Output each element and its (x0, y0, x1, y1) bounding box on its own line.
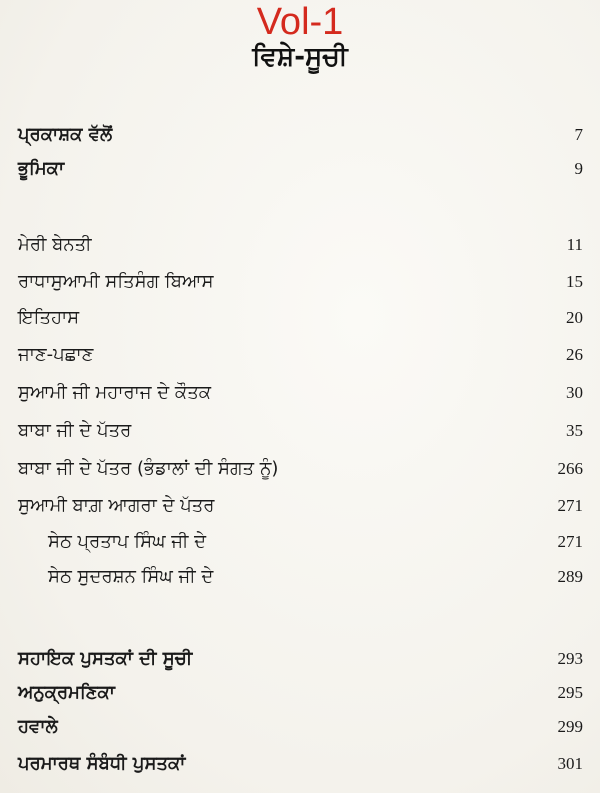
toc-entry-page: 289 (557, 567, 583, 586)
toc-entry-page: 15 (566, 272, 583, 291)
toc-entry-label: ਬਾਬਾ ਜੀ ਦੇ ਪੱਤਰ (ਭੰਡਾਲਾਂ ਦੀ ਸੰਗਤ ਨੂੰ) (18, 458, 279, 479)
toc-entry[interactable] (0, 679, 600, 707)
toc-entry-page: 20 (566, 308, 583, 327)
toc-entry-page: 295 (557, 683, 583, 702)
toc-entry-label: ਇਤਿਹਾਸ (18, 307, 80, 328)
toc-entry-page: 35 (566, 421, 583, 440)
toc-entry-label: ਅਨੁਕ੍ਰਮਣਿਕਾ (18, 682, 115, 703)
toc-entry[interactable] (0, 379, 600, 407)
toc-entry[interactable] (0, 155, 600, 183)
toc-entry-page: 11 (566, 235, 583, 254)
toc-subentry[interactable] (0, 528, 600, 556)
toc-entry-label: ਸੇਠ ਸੁਦਰਸ਼ਨ ਸਿੰਘ ਜੀ ਦੇ (48, 566, 214, 587)
toc-entry-page: 301 (557, 754, 583, 773)
toc-entry-page: 299 (557, 717, 583, 736)
toc-entry-label: ਪ੍ਰਕਾਸ਼ਕ ਵੱਲੋਂ (18, 124, 113, 145)
toc-entry-page: 271 (557, 532, 583, 551)
toc-subentry[interactable] (0, 563, 600, 591)
toc-entry-label: ਭੂਮਿਕਾ (18, 158, 65, 179)
toc-entry[interactable] (0, 492, 600, 520)
toc-entry[interactable] (0, 268, 600, 296)
toc-entry-label: ਜਾਣ-ਪਛਾਣ (18, 344, 94, 365)
toc-entry-label: ਸੁਆਮੀ ਜੀ ਮਹਾਰਾਜ ਦੇ ਕੌਤਕ (18, 382, 211, 403)
toc-entry[interactable] (0, 121, 600, 149)
toc-entry-page: 266 (557, 459, 583, 478)
toc-entry-page: 30 (566, 383, 583, 402)
toc-entry-label: ਹਵਾਲੇ (18, 716, 58, 737)
toc-entry[interactable] (0, 304, 600, 332)
toc-entry[interactable] (0, 341, 600, 369)
page-title: ਵਿਸ਼ੇ-ਸੂਚੀ (252, 42, 348, 72)
toc-entry-label: ਪਰਮਾਰਥ ਸੰਬੰਧੀ ਪੁਸਤਕਾਂ (18, 753, 186, 774)
toc-entry-page: 271 (557, 496, 583, 515)
toc-entry[interactable] (0, 750, 600, 778)
toc-entry[interactable] (0, 713, 600, 741)
toc-entry[interactable] (0, 455, 600, 483)
toc-entry-page: 26 (566, 345, 583, 364)
toc-entry-label: ਰਾਧਾਸੁਆਮੀ ਸਤਿਸੰਗ ਬਿਆਸ (18, 271, 214, 292)
toc-entry[interactable] (0, 417, 600, 445)
toc-entry-label: ਬਾਬਾ ਜੀ ਦੇ ਪੱਤਰ (18, 420, 132, 441)
toc-entry-label: ਸੁਆਮੀ ਬਾਗ਼ ਆਗਰਾ ਦੇ ਪੱਤਰ (18, 495, 215, 516)
toc-entry-label: ਸੇਠ ਪ੍ਰਤਾਪ ਸਿੰਘ ਜੀ ਦੇ (48, 531, 207, 552)
toc-entry-page: 9 (574, 159, 583, 178)
volume-label: Vol-1 (256, 1, 344, 43)
toc-entry[interactable] (0, 645, 600, 673)
toc-entry-page: 7 (574, 125, 583, 144)
toc-entry-label: ਮੇਰੀ ਬੇਨਤੀ (18, 234, 92, 255)
toc-entry-page: 293 (557, 649, 583, 668)
toc-entry[interactable] (0, 231, 600, 259)
toc-entry-label: ਸਹਾਇਕ ਪੁਸਤਕਾਂ ਦੀ ਸੂਚੀ (18, 648, 193, 669)
